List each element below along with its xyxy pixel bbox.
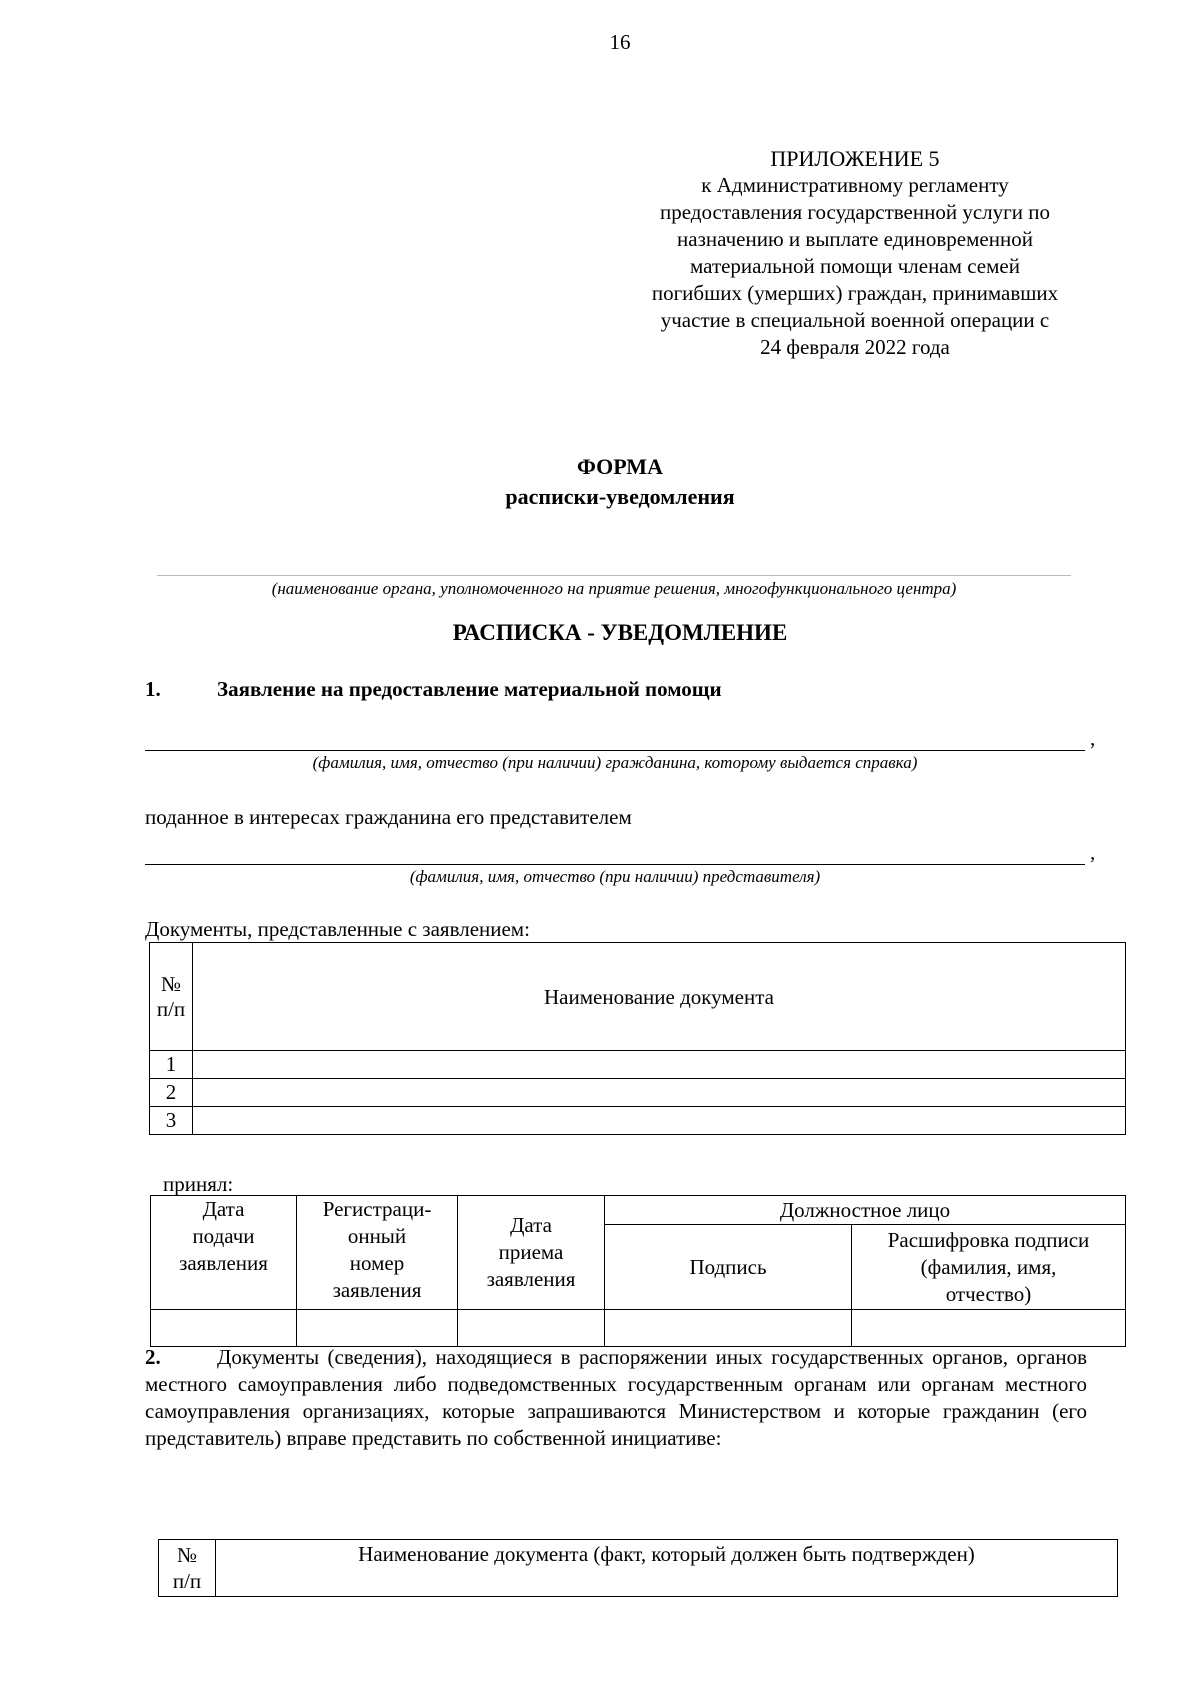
num-sign: № [176,1543,198,1567]
header-line: отчество) [945,1281,1032,1306]
doc-name-cell[interactable] [193,1079,1126,1107]
doc-name-cell[interactable] [193,1107,1126,1135]
header-line: (фамилия, имя, [920,1254,1057,1279]
header-line: онный [347,1224,407,1248]
doc-num-header [150,943,193,1051]
documents-label: Документы, представленные с заявлением: [145,917,530,941]
section2-number: 2. [145,1345,161,1369]
doc-num-header [159,1540,216,1597]
row-number: 1 [150,1051,193,1079]
section1-title: Заявление на предоставление материальной помощи [217,677,722,701]
appendix-line: погибших (умерших) граждан, принимавших [651,281,1059,305]
representative-comma: , [1090,840,1096,864]
citizen-name-line[interactable] [145,750,1085,751]
doc-name-header: Наименование документа [193,943,1126,1051]
main-title: РАСПИСКА - УВЕДОМЛЕНИЕ [452,620,788,645]
header-line: Расшифровка подписи [887,1227,1090,1252]
representative-name-line[interactable] [145,864,1085,865]
signature-cell[interactable] [605,1310,852,1347]
accepted-label: принял: [163,1172,234,1196]
table-row [150,1107,1126,1135]
representative-hint: (фамилия, имя, отчество (при наличии) представителя) [409,867,821,886]
submit-date-cell[interactable] [151,1310,297,1347]
doc-name-cell[interactable] [193,1051,1126,1079]
submit-date-header [151,1196,297,1310]
appendix-line: 24 февраля 2022 года [760,335,950,359]
official-header: Должностное лицо [605,1196,1126,1225]
citizen-hint: (фамилия, имя, отчество (при наличии) гражданина, которому выдается справка) [312,753,918,772]
documents-table-2 [158,1539,1118,1597]
organ-hint: (наименование органа, уполномоченного на приятие решения, многофункционального центра) [271,579,957,598]
accept-table-header [151,1196,1126,1225]
documents-table-header [150,943,1126,1051]
header-line: приема [498,1240,564,1264]
section2-paragraph [145,1344,1087,1452]
registration-number-header [297,1196,458,1310]
appendix-line: назначению и выплате единовременной [677,227,1033,251]
num-abbrev: п/п [156,996,186,1021]
organ-line[interactable] [157,575,1071,576]
header-line: номер [349,1251,405,1275]
header-line: Регистраци- [322,1197,432,1221]
section1-number: 1. [145,677,161,701]
appendix-line: материальной помощи членам семей [690,254,1020,278]
header-line: подачи [192,1224,255,1248]
form-title-line1: ФОРМА [577,454,663,479]
documents-table [149,942,1126,1135]
page-number: 16 [609,30,631,54]
decoding-cell[interactable] [852,1310,1126,1347]
accept-date-header [458,1196,605,1310]
header-line: заявления [179,1251,268,1275]
appendix-title: ПРИЛОЖЕНИЕ 5 [770,146,940,171]
citizen-comma: , [1090,726,1096,750]
header-line: Дата [202,1197,245,1221]
registration-number-cell[interactable] [297,1310,458,1347]
doc-name-header: Наименование документа (факт, который должен быть подтвержден) [216,1540,1118,1597]
section1-heading [145,677,722,702]
num-abbrev: п/п [172,1569,202,1593]
accept-date-cell[interactable] [458,1310,605,1347]
signature-header: Подпись [605,1225,852,1310]
table-row [150,1079,1126,1107]
appendix-line: к Административному регламенту [701,173,1009,197]
header-line: заявления [332,1278,422,1302]
header-line: заявления [486,1267,576,1291]
documents-table-2-header [159,1540,1118,1597]
form-title [0,452,1200,512]
section2-text: Документы (сведения), находящиеся в распоряжении иных государственных органов, органов местного самоуправления либо подведомственных государственным органам или органам местного самоуправления организациях, которые запрашиваются Министерством и которые гражданин (его представитель) вправе представить по собственной инициативе: [145,1345,1087,1450]
header-line: Дата [510,1213,552,1237]
appendix-line: участие в специальной военной операции с [660,308,1050,332]
accept-table [150,1195,1126,1347]
form-title-line2: расписки-уведомления [505,484,735,509]
submitted-text: поданное в интересах гражданина его представителем [145,805,632,829]
table-row [150,1051,1126,1079]
decoding-header [852,1225,1126,1310]
row-number: 3 [150,1107,193,1135]
row-number: 2 [150,1079,193,1107]
table-row [151,1310,1126,1347]
appendix-line: предоставления государственной услуги по [660,200,1050,224]
num-sign: № [160,971,182,996]
appendix-block [620,145,1090,361]
